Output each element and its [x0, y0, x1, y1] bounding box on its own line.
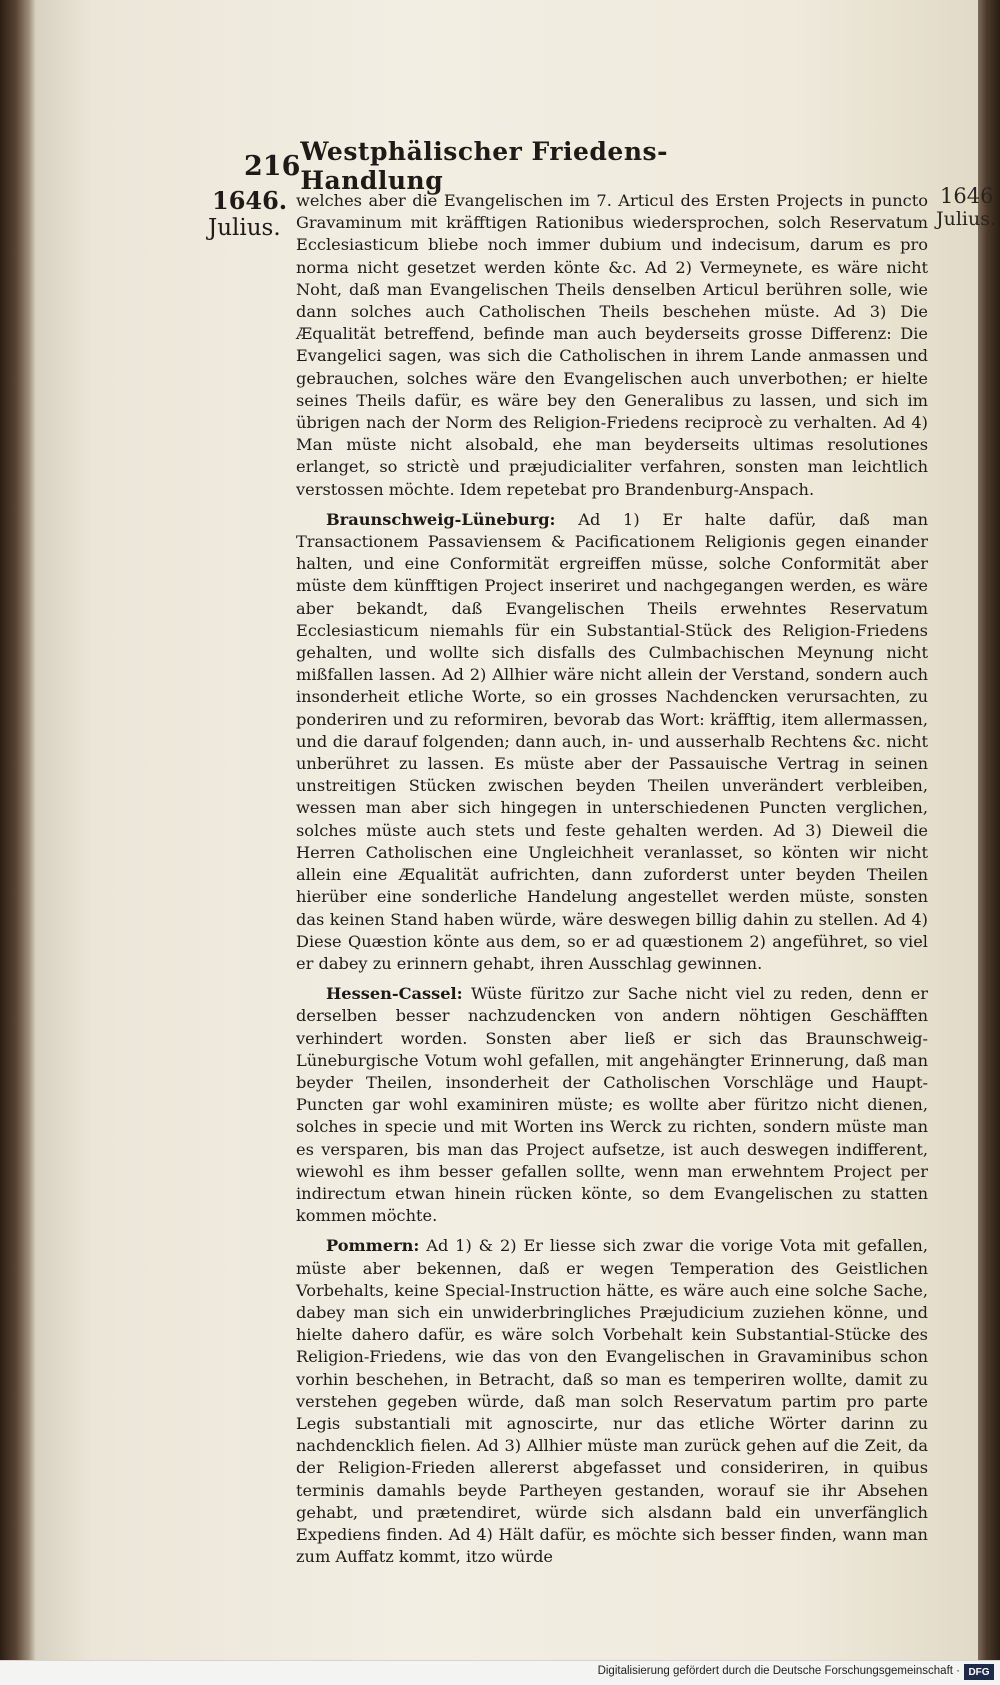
- paragraph-text: Wüste füritzo zur Sache nicht viel zu reden, denn er derselben besser nachzudencken von andern nöhtigen Geschäfften verhindert worden. Sonsten aber ließ er sich das Braunschweig-Lüneburgische Votum wohl gefallen, mit angehängter Erinnerung, daß man beyder Theilen, insonderheit der Catholischen Vorschläge und Haupt-Puncten gar wohl examiniren müste; es wollte aber füritzo nicht dienen, solches in specie und mit Worten ins Werck zu richten, sondern müste man es versparen, bis man das Project aufsetze, ist auch deswegen indifferent, wiewohl es ihm besser gefallen sollte, wenn man erwehntem Project per indirectum etwan hinein rücken könte, so dem Evangelischen zu statten kommen möchte.: [296, 984, 928, 1226]
- paragraph-pommern: [296, 1235, 928, 1568]
- digitization-footer: [0, 1660, 1000, 1685]
- dfg-logo-icon: DFG: [964, 1664, 994, 1680]
- page-number: 216: [244, 150, 301, 182]
- book-cover-edge: [978, 0, 1000, 1684]
- margin-month-right: Julius.: [936, 208, 997, 230]
- book-binding-gutter: [0, 0, 36, 1684]
- paragraph-text: Ad 1) Er halte dafür, daß man Transactionem Passaviensem & Pacificationem Religionis gegen einander halten, und eine Conformität ergreiffen müsse, solche Conformität aber müste dem künfftigen Project inseriret und nachgegangen werden, es wäre aber bekandt, daß Evangelischen Theils erwehntes Reservatum Ecclesiasticum niemahls für ein Substantial-Stück des Religion-Friedens gehalten, und wollte sich disfalls des Culmbachischen Meynung nicht mißfallen lassen. Ad 2) Allhier wäre nicht allein der Verstand, sondern auch insonderheit etliche Worte, so ein grosses Nachdencken verursachten, zu ponderiren und zu reformiren, bevorab das Wort: kräfftig, item allermassen, und die darauf folgenden; dann auch, in- und ausserhalb Rechtens &c. nicht unberühret zu lassen. Es müste aber der Passauische Vertrag in seinen unstreitigen Stücken zwischen beyden Theilen unverändert verbleiben, wessen man aber sich hingegen in unterschiedenen Puncten verglichen, solches müste auch stets und feste gehalten werden. Ad 3) Dieweil die Herren Catholischen eine Ungleichheit veranlasset, so könten wir nicht allein eine Æqualität aufrichten, dann zuforderst unter beyden Theilen hierüber eine sonderliche Handelung angestellet werden müste, sonsten das keinen Stand haben würde, wäre deswegen billig dahin zu stellen. Ad 4) Diese Quæstion könte aus dem, so er ad quæstionem 2) angeführet, so viel er dabey zu erinnern gehabt, ihren Ausschlag gewinnen.: [296, 509, 928, 973]
- page-header: [244, 137, 800, 195]
- paragraph-lead: Braunschweig-Lüneburg:: [326, 509, 556, 529]
- running-title: Westphälischer Friedens-Handlung: [300, 137, 668, 195]
- margin-month-left: Julius.: [208, 215, 281, 241]
- paragraph-lead: Hessen-Cassel:: [326, 984, 463, 1004]
- margin-year-right: 1646.: [940, 184, 1000, 208]
- paragraph-continuation: [296, 190, 928, 501]
- paragraph-braunschweig: [296, 509, 928, 975]
- body-text: [296, 190, 928, 1568]
- footer-credit: Digitalisierung gefördert durch die Deutsche Forschungsgemeinschaft ·: [597, 1665, 960, 1677]
- margin-year-left: 1646.: [212, 186, 288, 215]
- paragraph-lead: Pommern:: [326, 1236, 420, 1256]
- paragraph-text: Ad 1) & 2) Er liesse sich zwar die vorige Vota mit gefallen, müste aber bekennen, daß er wegen Temperation des Geistlichen Vorbehalts, keine Special-Instruction hätte, es wäre auch eine solche Sache, dabey man sich ein unwiderbringliches Præjudicium zuziehen könne, und hielte dahero dafür, es wäre solch Vorbehalt kein Substantial-Stücke des Religion-Friedens, wie das von den Evangelischen in Gravaminibus schon vorhin beschehen, in Betracht, daß so man es temperiren wollte, damit zu verstehen gegeben würde, daß man solch Reservatum partim pro parte Legis substantiali mit agnoscirte, nur das etliche Wörter darinn zu nachdencklich fielen. Ad 3) Allhier müste man zurück gehen auf die Zeit, da der Religion-Frieden allererst abgefasset und consideriren, in quibus terminis damahls beyde Partheyen gestanden, worauf sie ihr Absehen gehabt, und prætendiret, würde sich alsdann bald ein unverfänglich Expediens finden. Ad 4) Hält dafür, es möchte sich besser finden, wann man zum Auffatz kommt, itzo würde: [296, 1236, 928, 1567]
- paragraph-hessen-cassel: [296, 983, 928, 1227]
- paragraph-text: welches aber die Evangelischen im 7. Articul des Ersten Projects in puncto Gravaminum mit kräfftigen Rationibus wiedersprochen, solch Reservatum Ecclesiasticum bliebe noch immer dubium und indecisum, darum es pro norma nicht gesetzet werden könte &c. Ad 2) Vermeynete, es wäre nicht Noht, daß man Evangelischen Theils denselben Articul berühren solle, wie dann solches auch Catholischen Theils beschehen müste. Ad 3) Die Æqualität betreffend, befinde man auch beyderseits grosse Differenz: Die Evangelici sagen, was sich die Catholischen in ihrem Lande anmassen und gebrauchen, solches wäre den Evangelischen auch unverbothen; er hielte seines Theils dafür, es wäre bey den Generalibus zu lassen, und sich im übrigen nach der Norm des Religion-Friedens reciprocè zu verhalten. Ad 4) Man müste nicht alsobald, ehe man beyderseits ultimas resolutiones erlanget, so strictè und præjudicialiter verfahren, sonsten man leichtlich verstossen möchte. Idem repetebat pro Brandenburg-Anspach.: [296, 191, 928, 499]
